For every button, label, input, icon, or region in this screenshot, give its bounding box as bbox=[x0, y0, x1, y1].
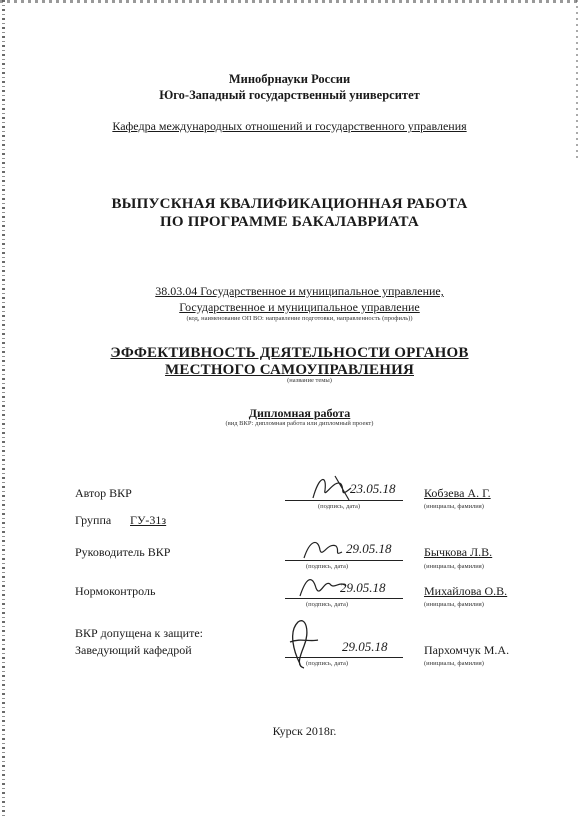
supervisor-label: Руководитель ВКР bbox=[75, 545, 171, 559]
group-label: Группа bbox=[75, 513, 112, 527]
topic-line1: ЭФФЕКТИВНОСТЬ ДЕЯТЕЛЬНОСТИ ОРГАНОВ bbox=[110, 345, 469, 361]
program-line1: 38.03.04 Государственное и муниципальное управление, bbox=[155, 284, 444, 298]
work-type: Дипломная работа bbox=[248, 406, 351, 420]
supervisor-name: Бычкова Л.В. bbox=[424, 545, 493, 559]
department: Кафедра международных отношений и государственного управления bbox=[112, 119, 467, 133]
document-title-line1: ВЫПУСКНАЯ КВАЛИФИКАЦИОННАЯ РАБОТА bbox=[111, 196, 468, 212]
author-name-hint: (инициалы, фамилия) bbox=[424, 503, 484, 510]
author-name: Кобзева А. Г. bbox=[424, 486, 491, 500]
normcontrol-label: Нормоконтроль bbox=[75, 584, 156, 598]
head-date: 29.05.18 bbox=[342, 639, 388, 654]
author-label: Автор ВКР bbox=[75, 486, 132, 500]
program-hint: (код, наименование ОП ВО: направление подготовки, направленность (профиль)) bbox=[186, 315, 413, 322]
university: Юго-Западный государственный университет bbox=[159, 88, 420, 102]
normcontrol-date: 29.05.18 bbox=[340, 580, 386, 595]
group-value: ГУ-31з bbox=[130, 513, 167, 527]
normcontrol-name: Михайлова О.В. bbox=[424, 584, 508, 598]
ministry: Минобрнауки России bbox=[228, 72, 351, 86]
author-date-hint: (подпись, дата) bbox=[318, 503, 361, 510]
normcontrol-name-hint: (инициалы, фамилия) bbox=[424, 601, 484, 608]
topic-hint: (название темы) bbox=[287, 377, 332, 384]
head-of-department-label: Заведующий кафедрой bbox=[75, 643, 192, 657]
program-line2: Государственное и муниципальное управление bbox=[179, 300, 420, 314]
supervisor-date: 29.05.18 bbox=[346, 541, 392, 556]
work-type-hint: (вид ВКР: дипломная работа или дипломный проект) bbox=[225, 420, 374, 427]
normcontrol-date-hint: (подпись, дата) bbox=[306, 601, 349, 608]
supervisor-name-hint: (инициалы, фамилия) bbox=[424, 563, 484, 570]
city-year: Курск 2018г. bbox=[272, 724, 337, 738]
topic-line2: МЕСТНОГО САМОУПРАВЛЕНИЯ bbox=[165, 362, 414, 378]
document-title-line2: ПО ПРОГРАММЕ БАКАЛАВРИАТА bbox=[160, 214, 419, 230]
author-date: 23.05.18 bbox=[350, 481, 396, 496]
admission-label: ВКР допущена к защите: bbox=[75, 626, 203, 640]
head-date-hint: (подпись, дата) bbox=[306, 660, 349, 667]
supervisor-date-hint: (подпись, дата) bbox=[306, 563, 349, 570]
scan-edge-top bbox=[0, 0, 579, 3]
head-name-hint: (инициалы, фамилия) bbox=[424, 660, 484, 667]
head-name: Пархомчук М.А. bbox=[424, 643, 510, 657]
